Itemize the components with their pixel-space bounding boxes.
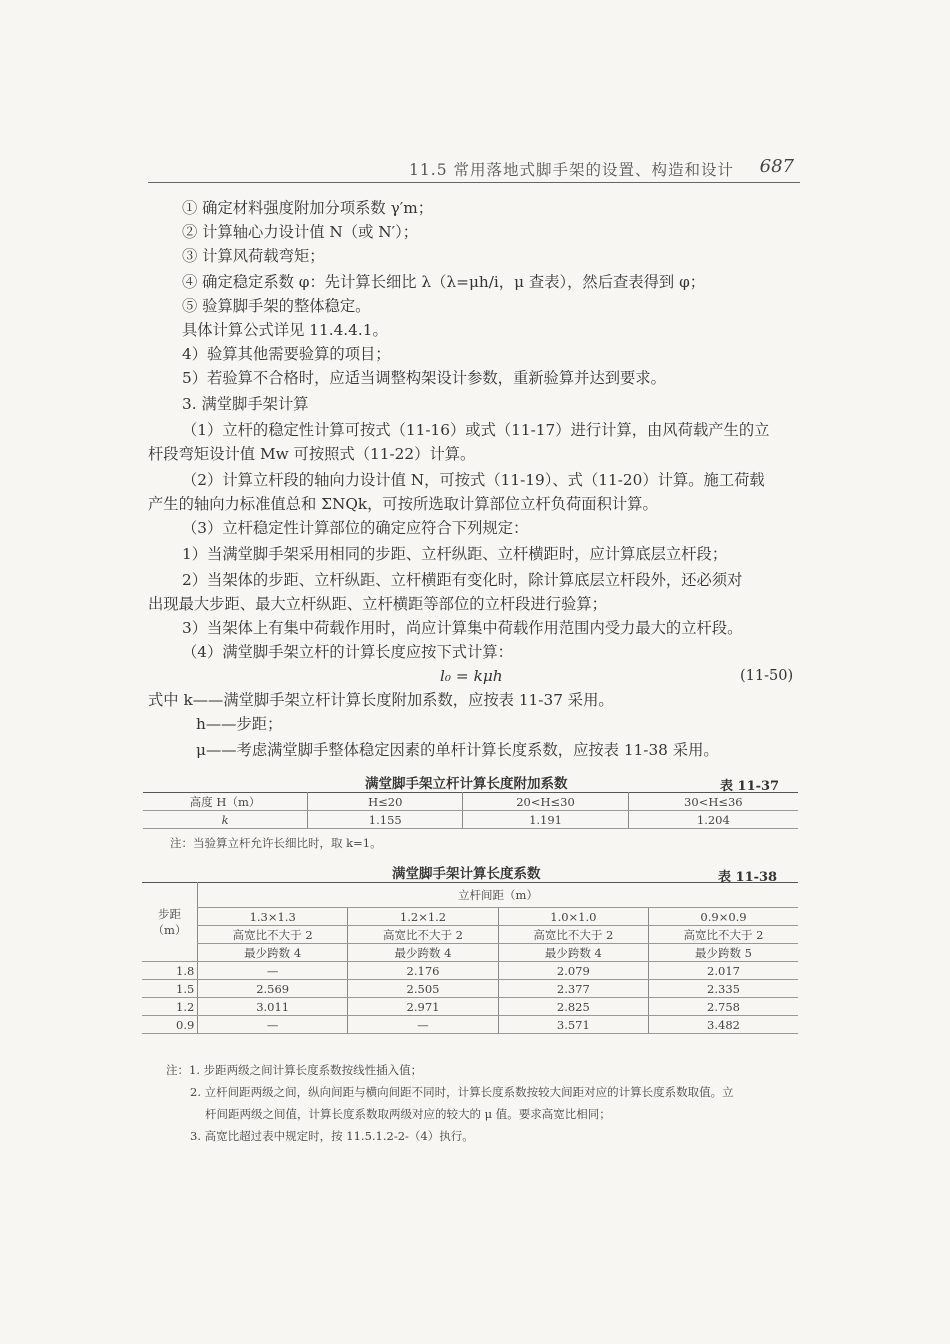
- ratio-cell: 高宽比不大于 2: [649, 926, 798, 944]
- ratio-cell: 高宽比不大于 2: [348, 926, 498, 944]
- body-line: 3）当架体上有集中荷载作用时，尚应计算集中荷载作用范围内受力最大的立杆段。: [182, 619, 743, 637]
- table-note: 杆间距两级之间值，计算长度系数取两级对应的较大的 μ 值。要求高宽比相同；: [205, 1107, 611, 1121]
- table-cell: 1.191: [463, 811, 628, 829]
- table-note: 注：1. 步距两级之间计算长度系数按线性插入值；: [166, 1063, 423, 1077]
- where-line: 式中 k——满堂脚手架立杆计算长度附加系数，应按表 11-37 采用。: [148, 691, 614, 709]
- table-cell: —: [198, 962, 348, 980]
- row-label: 1.5: [142, 980, 198, 998]
- table-cell: 3.571: [498, 1016, 648, 1034]
- table-row: [142, 1016, 798, 1034]
- table-cell: 3.482: [649, 1016, 798, 1034]
- body-line: 具体计算公式详见 11.4.4.1。: [182, 321, 388, 339]
- table-header-cell: H≤20: [308, 793, 463, 811]
- ratio-cell: 高宽比不大于 2: [498, 926, 648, 944]
- spacing-cell: 1.3×1.3: [198, 908, 348, 926]
- table-number: 表 11-38: [718, 870, 778, 885]
- spans-cell: 最少跨数 5: [649, 944, 798, 962]
- body-line: 1）当满堂脚手架采用相同的步距、立杆纵距、立杆横距时，应计算底层立杆段；: [182, 545, 728, 563]
- where-line: h——步距；: [196, 715, 283, 733]
- body-line: ⑤ 验算脚手架的整体稳定。: [182, 297, 371, 315]
- table-row: [142, 962, 798, 980]
- table-cell: k: [143, 811, 308, 829]
- body-line: 出现最大步距、最大立杆纵距、立杆横距等部位的立杆段进行验算；: [148, 595, 607, 613]
- row-label: 0.9: [142, 1016, 198, 1034]
- step-unit: （m）: [152, 923, 187, 937]
- body-line: （4）满堂脚手架立杆的计算长度应按下式计算：: [182, 643, 513, 661]
- table-cell: 2.569: [198, 980, 348, 998]
- ratio-cell: 高宽比不大于 2: [198, 926, 348, 944]
- table-caption: 满堂脚手架立杆计算长度附加系数: [365, 776, 568, 792]
- step-label: 步距: [158, 907, 181, 921]
- body-line: （3）立杆稳定性计算部位的确定应符合下列规定：: [182, 519, 529, 537]
- table-11-37: [143, 792, 798, 829]
- table-cell: 2.335: [649, 980, 798, 998]
- body-line: 5）若验算不合格时，应适当调整构架设计参数，重新验算并达到要求。: [182, 369, 666, 387]
- formula: l₀ = kμh: [440, 667, 503, 685]
- table-cell: 2.971: [348, 998, 498, 1016]
- table-cell: 2.176: [348, 962, 498, 980]
- body-line: 杆段弯矩设计值 Mw 可按照式（11-22）计算。: [148, 445, 476, 463]
- step-header: [142, 883, 198, 962]
- body-line: 产生的轴向力标准值总和 ΣNQk，可按所选取计算部位立杆负荷面积计算。: [148, 495, 658, 513]
- body-line: ② 计算轴心力设计值 N（或 N′）；: [182, 223, 419, 241]
- table-cell: 2.825: [498, 998, 648, 1016]
- section-title: 11.5 常用落地式脚手架的设置、构造和设计: [409, 161, 734, 179]
- table-cell: 1.204: [628, 811, 798, 829]
- table-caption: 满堂脚手架计算长度系数: [392, 866, 541, 882]
- spacing-cell: 1.0×1.0: [498, 908, 648, 926]
- body-line: （2）计算立杆段的轴向力设计值 N，可按式（11-19）、式（11-20）计算。施工荷载: [182, 471, 765, 489]
- table-row: [142, 998, 798, 1016]
- table-cell: 2.505: [348, 980, 498, 998]
- table-cell: 2.017: [649, 962, 798, 980]
- table-note: 2. 立杆间距两级之间，纵向间距与横向间距不同时，计算长度系数按较大间距对应的计算长度系数取值。立: [190, 1085, 734, 1099]
- spacing-cell: 0.9×0.9: [649, 908, 798, 926]
- table-cell: 2.758: [649, 998, 798, 1016]
- table-number: 表 11-37: [720, 779, 780, 794]
- body-line: ④ 确定稳定系数 φ：先计算长细比 λ（λ=μh/i，μ 查表），然后查表得到 φ；: [182, 273, 706, 291]
- table-note: 注：当验算立杆允许长细比时，取 k=1。: [170, 836, 382, 850]
- body-line: （1）立杆的稳定性计算可按式（11-16）或式（11-17）进行计算，由风荷载产生的立: [182, 421, 770, 439]
- table-row: [142, 980, 798, 998]
- subsection-heading: 3. 满堂脚手架计算: [182, 395, 309, 413]
- table-header-cell: 20<H≤30: [463, 793, 628, 811]
- table-cell: 2.079: [498, 962, 648, 980]
- running-header: [148, 156, 800, 183]
- row-label: 1.2: [142, 998, 198, 1016]
- table-header-cell: 30<H≤36: [628, 793, 798, 811]
- where-line: μ——考虑满堂脚手整体稳定因素的单杆计算长度系数，应按表 11-38 采用。: [196, 741, 719, 759]
- spans-cell: 最少跨数 4: [498, 944, 648, 962]
- body-line: ① 确定材料强度附加分项系数 γ′m；: [182, 199, 434, 217]
- table-header-cell: 高度 H（m）: [143, 793, 308, 811]
- spacing-header: 立杆间距（m）: [198, 883, 799, 908]
- spans-cell: 最少跨数 4: [348, 944, 498, 962]
- body-line: ③ 计算风荷载弯矩；: [182, 247, 325, 265]
- table-cell: 2.377: [498, 980, 648, 998]
- table-cell: —: [348, 1016, 498, 1034]
- row-label: 1.8: [142, 962, 198, 980]
- table-11-38: [142, 882, 798, 1034]
- spans-cell: 最少跨数 4: [198, 944, 348, 962]
- table-cell: —: [198, 1016, 348, 1034]
- page-number: 687: [759, 156, 794, 177]
- body-line: 4）验算其他需要验算的项目；: [182, 345, 391, 363]
- body-line: 2）当架体的步距、立杆纵距、立杆横距有变化时，除计算底层立杆段外，还必须对: [182, 571, 743, 589]
- table-cell: 1.155: [308, 811, 463, 829]
- spacing-cell: 1.2×1.2: [348, 908, 498, 926]
- table-note: 3. 高宽比超过表中规定时，按 11.5.1.2-2-（4）执行。: [190, 1129, 474, 1143]
- equation-number: (11-50): [740, 668, 794, 684]
- table-cell: 3.011: [198, 998, 348, 1016]
